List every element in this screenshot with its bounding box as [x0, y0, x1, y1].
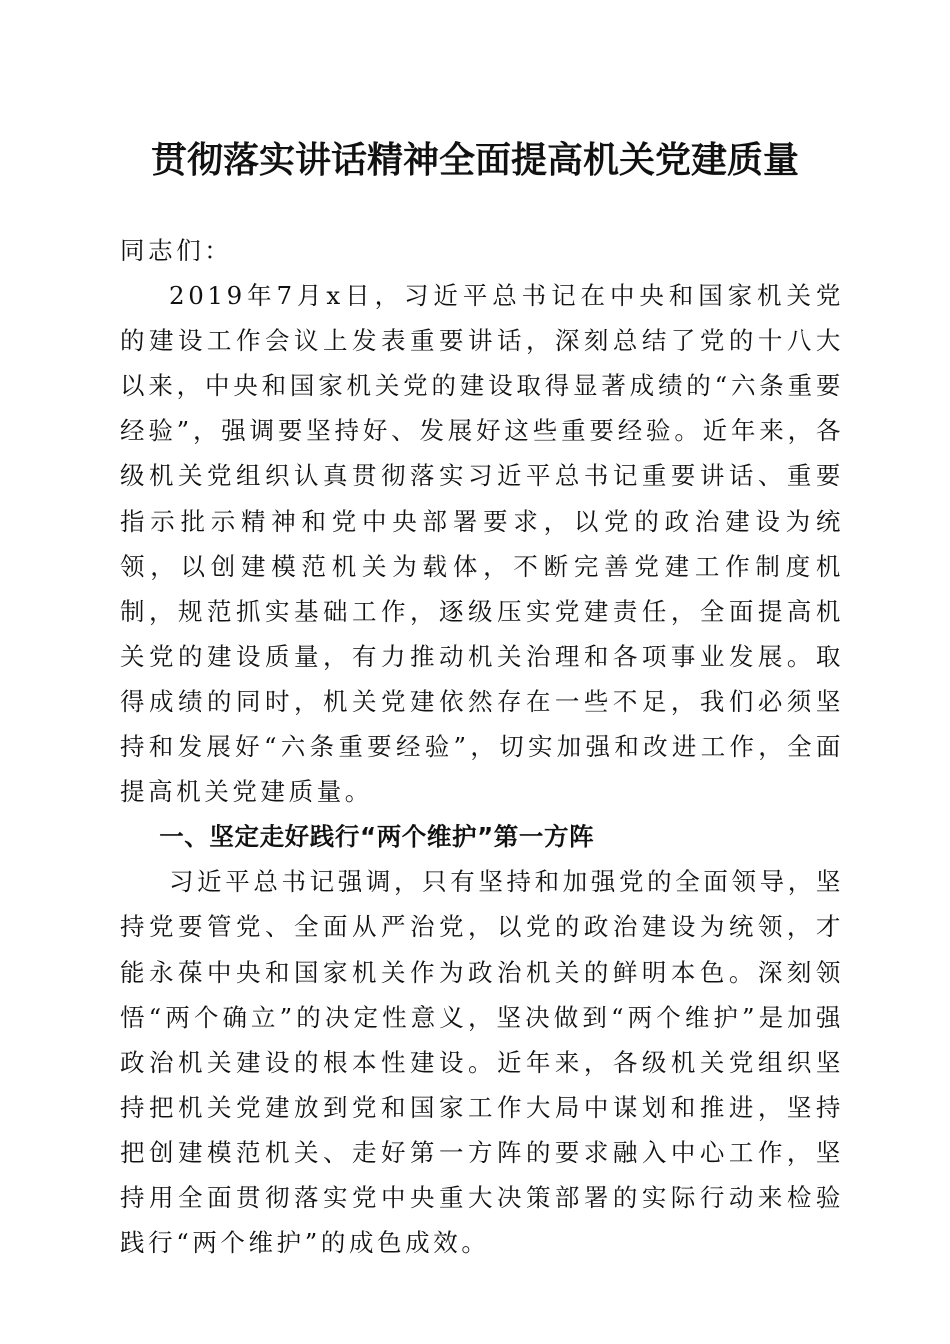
document-title: 贯彻落实讲话精神全面提高机关党建质量 — [150, 139, 799, 181]
paragraph-intro: 2019年7月x日，习近平总书记在中央和国家机关党的建设工作会议上发表重要讲话，深刻总结了党的十八大以来，中央和国家机关党的建设取得显著成绩的“六条重要经验”，强调要坚持好、发展好这些重要经验。近年来，各级机关党组织认真贯彻落实习近平总书记重要讲话、重要指示批示精神和党中央部署要求，以党的政治建设为统领，以创建模范机关为载体，不断完善党建工作制度机制，规范抓实基础工作，逐级压实党建责任，全面提高机关党的建设质量，有力推动机关治理和各项事业发展。取得成绩的同时，机关党建依然存在一些不足，我们必须坚持和发展好“六条重要经验”，切实加强和改进工作，全面提高机关党建质量。 — [120, 281, 844, 807]
document-body — [120, 228, 844, 1265]
salutation: 同志们： — [120, 236, 233, 265]
paragraph-section-1: 习近平总书记强调，只有坚持和加强党的全面领导，坚持党要管党、全面从严治党，以党的政治建设为统领，才能永葆中央和国家机关作为政治机关的鲜明本色。深刻领悟“两个确立”的决定性意义，坚决做到“两个维护”是加强政治机关建设的根本性建设。近年来，各级机关党组织坚持把机关党建放到党和国家工作大局中谋划和推进，坚持把创建模范机关、走好第一方阵的要求融入中心工作，坚持用全面贯彻落实党中央重大决策部署的实际行动来检验践行“两个维护”的成色成效。 — [120, 867, 844, 1258]
section-heading-1: 一、坚定走好践行“两个维护”第一方阵 — [159, 822, 595, 852]
